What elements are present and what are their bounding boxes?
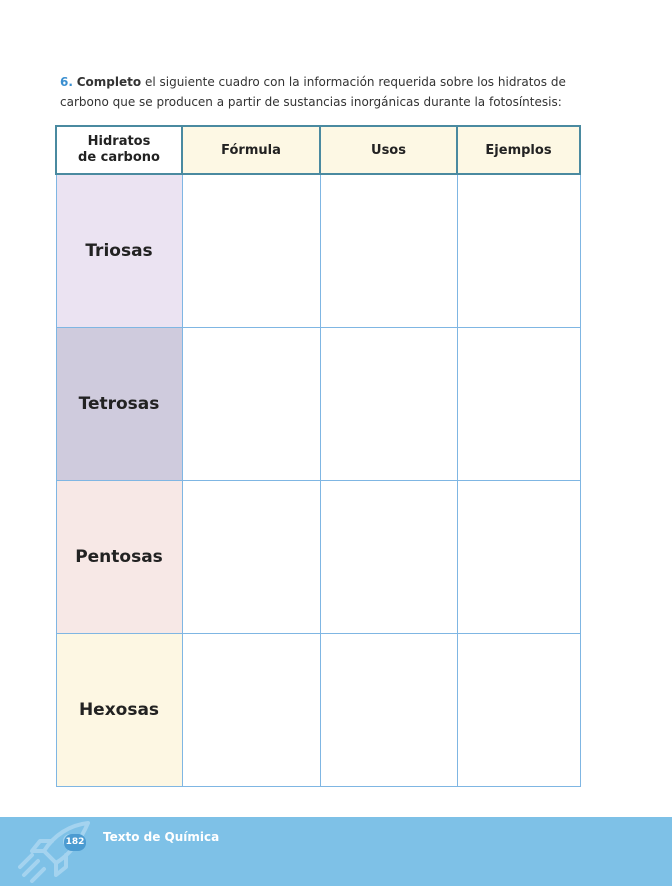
formula-cell-pentosas[interactable] — [182, 481, 320, 634]
row-label-tetrosas: Tetrosas — [56, 328, 182, 481]
activity-number: 6. — [60, 75, 73, 89]
activity-text: el siguiente cuadro con la información requerida sobre los hidratos de carbono que se producen a partir de sustancias inorgánicas durante la fotosíntesis: — [60, 75, 566, 109]
usos-cell-hexosas[interactable] — [320, 634, 457, 787]
formula-cell-hexosas[interactable] — [182, 634, 320, 787]
header-ejemplos: Ejemplos — [457, 126, 580, 174]
activity-keyword: Completo — [76, 75, 142, 89]
row-label-triosas: Triosas — [56, 174, 182, 328]
rocket-icon — [18, 819, 98, 886]
ejemplos-cell-hexosas[interactable] — [457, 634, 580, 787]
ejemplos-cell-tetrosas[interactable] — [457, 328, 580, 481]
formula-cell-triosas[interactable] — [182, 174, 320, 328]
ejemplos-cell-pentosas[interactable] — [457, 481, 580, 634]
formula-cell-tetrosas[interactable] — [182, 328, 320, 481]
book-title: Texto de Química — [103, 830, 220, 844]
row-label-hexosas: Hexosas — [56, 634, 182, 787]
header-formula: Fórmula — [182, 126, 320, 174]
usos-cell-tetrosas[interactable] — [320, 328, 457, 481]
table-row — [56, 328, 580, 481]
usos-cell-triosas[interactable] — [320, 174, 457, 328]
header-hidratos-de-carbono: Hidratos de carbono — [56, 126, 182, 174]
table-row — [56, 174, 580, 328]
page-footer — [0, 817, 672, 886]
usos-cell-pentosas[interactable] — [320, 481, 457, 634]
ejemplos-cell-triosas[interactable] — [457, 174, 580, 328]
activity-instruction — [60, 72, 600, 112]
table-row — [56, 481, 580, 634]
table-row — [56, 634, 580, 787]
page-number-badge: 182 — [64, 834, 86, 851]
table-header-row — [56, 126, 580, 174]
carbohydrates-table — [55, 125, 581, 787]
header-usos: Usos — [320, 126, 457, 174]
row-label-pentosas: Pentosas — [56, 481, 182, 634]
